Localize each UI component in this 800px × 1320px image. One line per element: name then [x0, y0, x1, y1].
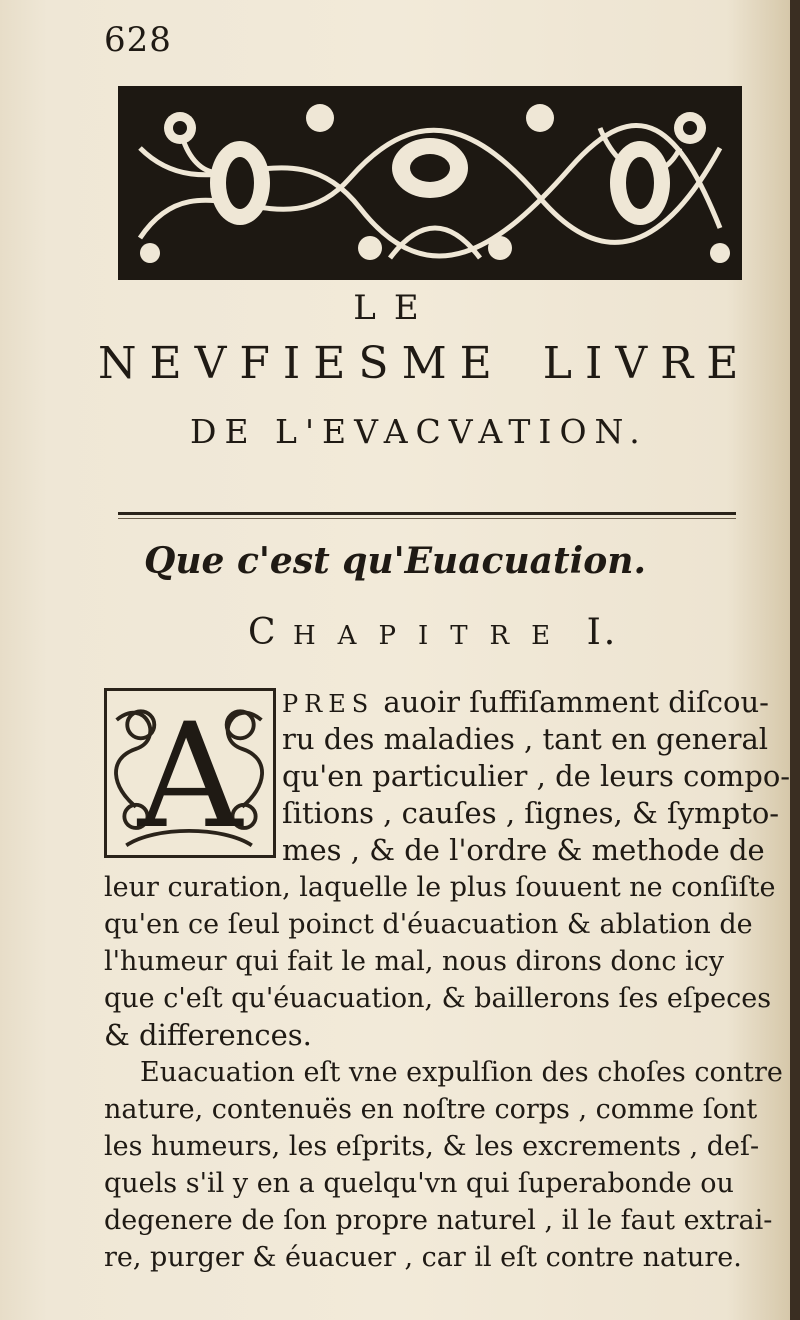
text-line: l'humeur qui fait le mal, nous dirons donc icy [104, 946, 725, 977]
section-title: Que c'est qu'Euacuation. [144, 540, 646, 582]
decorated-initial-icon [104, 688, 276, 858]
book-subtitle: DE L'EVACVATION. [190, 412, 648, 451]
text-line: mes , & de l'ordre & methode de [282, 833, 765, 867]
title-article: LE [353, 288, 437, 328]
divider-rule [118, 512, 736, 515]
text-line: quels s'il y en a quelqu'vn qui ſuperabonde ou [104, 1168, 734, 1199]
book-spine-edge [790, 0, 800, 1320]
text-line: degenere de ſon propre naturel , il le faut extrai- [104, 1205, 773, 1236]
text-line: les humeurs, les eſprits, & les excrements , deſ- [104, 1131, 760, 1162]
text-line: ru des maladies , tant en general [282, 722, 769, 756]
text-line: qu'en particulier , de leurs compo- [282, 759, 791, 793]
page-number: 628 [104, 20, 172, 60]
text-line: & differences. [104, 1018, 312, 1052]
text-line: que c'eſt qu'éuacuation, & baillerons ſes eſpeces [104, 983, 772, 1014]
headpiece-ornament-icon [118, 86, 742, 280]
paragraph-1-line-1 [282, 684, 769, 723]
text-line: Euacuation eſt vne expulſion des choſes contre [140, 1057, 783, 1088]
smallcaps-opening: PRES [282, 690, 375, 718]
book-title [98, 338, 758, 389]
chapter-number: I. [586, 612, 619, 653]
text-line: re, purger & éuacuer , car il eſt contre nature. [104, 1242, 742, 1273]
book-title-word-1: NEVFIESME [98, 338, 505, 389]
initial-letter: A [137, 693, 243, 855]
book-title-word-2: LIVRE [542, 338, 752, 389]
text-line: auoir ſuffiſamment diſcou- [383, 685, 769, 719]
divider-rule-thin [118, 518, 736, 519]
text-line: nature, contenuës en noſtre corps , comme ſont [104, 1094, 758, 1125]
chapter-initial: C [248, 612, 279, 653]
chapter-word: HAPITRE [293, 621, 573, 651]
text-line: ſitions , cauſes , ſignes, & ſympto- [282, 796, 780, 830]
text-line: qu'en ce ſeul poinct d'éuacuation & ablation de [104, 909, 753, 940]
chapter-heading [248, 612, 688, 653]
text-line: leur curation, laquelle le plus ſouuent ne conſiſte [104, 872, 776, 903]
